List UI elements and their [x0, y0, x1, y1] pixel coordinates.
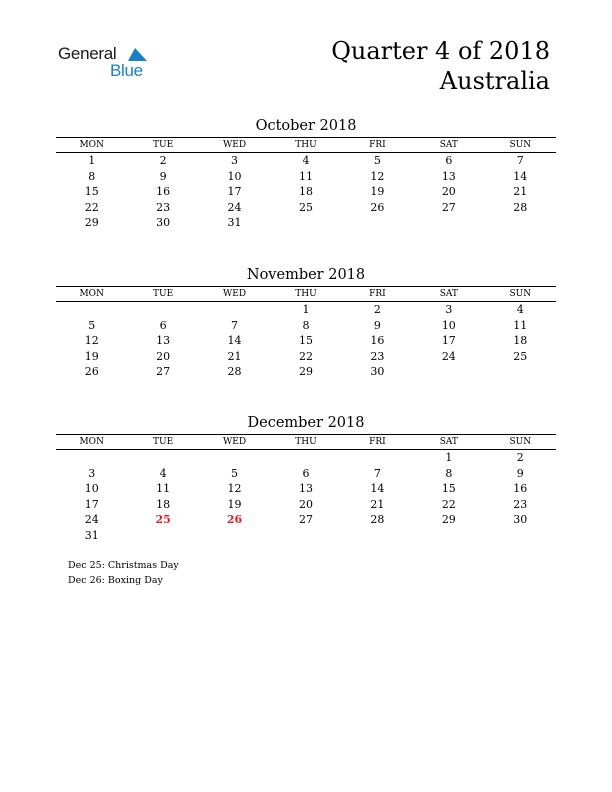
day-cell: 10 — [227, 169, 242, 183]
month-grid — [56, 435, 556, 543]
day-cell: 15 — [84, 185, 99, 198]
day-cell: 17 — [441, 334, 456, 347]
day-cell: 8 — [445, 466, 453, 480]
day-cell: 24 — [441, 349, 456, 363]
day-cell: 19 — [370, 185, 385, 198]
day-cell — [199, 528, 270, 544]
day-cell: 18 — [513, 334, 528, 347]
week-row — [56, 512, 556, 528]
day-cell: 1 — [445, 451, 453, 464]
day-cell: 27 — [156, 365, 171, 378]
week-row — [56, 349, 556, 365]
weekday-header: FRI — [342, 435, 413, 450]
day-cell: 2 — [373, 303, 381, 316]
day-cell: 14 — [370, 482, 385, 495]
holiday-day-cell: 26 — [226, 513, 243, 526]
month-calendar — [56, 413, 556, 543]
day-cell: 26 — [370, 200, 385, 214]
day-cell: 4 — [516, 303, 524, 316]
day-cell: 2 — [516, 451, 524, 464]
day-cell: 18 — [156, 497, 171, 511]
day-cell: 8 — [88, 169, 96, 183]
weekday-header: FRI — [342, 138, 413, 153]
day-cell: 29 — [298, 365, 313, 378]
day-cell: 11 — [298, 169, 313, 183]
day-cell: 30 — [513, 513, 528, 526]
day-cell: 5 — [231, 466, 239, 480]
week-row — [56, 200, 556, 216]
weekday-header: WED — [199, 138, 270, 153]
day-cell — [485, 528, 556, 544]
weekday-header: THU — [270, 287, 341, 302]
day-cell: 3 — [88, 466, 96, 480]
weekday-header: MON — [56, 435, 127, 450]
week-row — [56, 466, 556, 482]
weekday-header: THU — [270, 435, 341, 450]
weekday-header: SUN — [485, 435, 556, 450]
week-row — [56, 481, 556, 497]
logo-triangle-icon — [128, 47, 148, 63]
week-row — [56, 318, 556, 334]
day-cell: 12 — [370, 169, 385, 183]
weekday-header: SAT — [413, 138, 484, 153]
day-cell: 11 — [156, 482, 171, 495]
day-cell — [270, 215, 341, 231]
day-cell: 14 — [513, 169, 528, 183]
day-cell: 7 — [516, 154, 524, 167]
day-cell: 21 — [513, 185, 528, 198]
day-cell: 22 — [84, 200, 99, 214]
page-title — [331, 36, 550, 96]
day-cell — [199, 450, 270, 466]
day-cell: 18 — [298, 185, 313, 198]
holiday-note: Dec 26: Boxing Day — [68, 574, 163, 586]
day-cell: 23 — [513, 497, 528, 511]
week-row — [56, 153, 556, 169]
day-cell: 13 — [441, 169, 456, 183]
day-cell — [56, 302, 127, 318]
week-row — [56, 528, 556, 544]
logo-word-blue: Blue — [110, 61, 143, 80]
day-cell: 28 — [370, 513, 385, 526]
day-cell: 24 — [227, 200, 242, 214]
day-cell: 19 — [84, 349, 99, 363]
weekday-header: WED — [199, 287, 270, 302]
day-cell: 23 — [370, 349, 385, 363]
day-cell: 3 — [445, 303, 453, 316]
day-cell: 20 — [156, 349, 171, 363]
day-cell — [127, 450, 198, 466]
day-cell — [413, 364, 484, 380]
logo-word-general: General — [58, 44, 117, 63]
week-row — [56, 450, 556, 466]
weekday-header: MON — [56, 287, 127, 302]
day-cell: 9 — [373, 318, 381, 332]
day-cell: 26 — [84, 365, 99, 378]
weekday-header: SUN — [485, 138, 556, 153]
holiday-note: Dec 25: Christmas Day — [68, 560, 179, 571]
day-cell — [342, 215, 413, 231]
weekday-header: TUE — [127, 138, 198, 153]
day-cell: 10 — [84, 482, 99, 495]
day-cell: 11 — [513, 318, 528, 332]
day-cell: 1 — [302, 303, 310, 316]
weekday-header: SUN — [485, 287, 556, 302]
day-cell: 16 — [156, 185, 171, 198]
day-cell: 2 — [159, 154, 167, 167]
weekday-header: WED — [199, 435, 270, 450]
day-cell — [342, 450, 413, 466]
week-row — [56, 333, 556, 349]
month-grid — [56, 138, 556, 231]
day-cell: 28 — [227, 365, 242, 378]
day-cell: 23 — [156, 200, 171, 214]
day-cell — [127, 302, 198, 318]
day-cell: 19 — [227, 497, 242, 511]
month-title: October 2018 — [255, 118, 357, 134]
weekday-header: MON — [56, 138, 127, 153]
generalblue-logo — [58, 44, 158, 84]
day-cell — [413, 215, 484, 231]
day-cell: 6 — [445, 154, 453, 167]
day-cell — [342, 528, 413, 544]
day-cell: 28 — [513, 200, 528, 214]
day-cell: 20 — [441, 185, 456, 198]
day-cell: 16 — [370, 334, 385, 347]
day-cell — [199, 302, 270, 318]
week-row — [56, 497, 556, 513]
day-cell: 7 — [231, 318, 239, 332]
day-cell: 25 — [298, 200, 313, 214]
day-cell: 1 — [88, 154, 96, 167]
day-cell: 29 — [84, 216, 99, 229]
weekday-header: SAT — [413, 435, 484, 450]
day-cell: 5 — [373, 154, 381, 167]
holiday-day-cell: 25 — [155, 513, 171, 526]
day-cell: 15 — [441, 482, 456, 495]
day-cell — [270, 528, 341, 544]
weekday-header: SAT — [413, 287, 484, 302]
day-cell: 9 — [516, 466, 524, 480]
day-cell: 21 — [370, 497, 385, 511]
week-row — [56, 184, 556, 200]
day-cell: 25 — [513, 349, 528, 363]
weekday-header: TUE — [127, 287, 198, 302]
day-cell: 17 — [227, 185, 242, 198]
day-cell: 12 — [84, 334, 99, 347]
day-cell: 14 — [227, 334, 242, 347]
day-cell: 7 — [373, 466, 381, 480]
weekday-header: FRI — [342, 287, 413, 302]
day-cell: 5 — [88, 318, 96, 332]
day-cell: 30 — [370, 365, 385, 378]
holiday-notes — [68, 559, 179, 588]
quarter-title: Quarter 4 of 2018 — [331, 37, 550, 65]
day-cell: 21 — [227, 349, 242, 363]
day-cell: 27 — [441, 200, 456, 214]
day-cell: 30 — [156, 216, 171, 229]
day-cell: 17 — [84, 497, 99, 511]
day-cell: 27 — [298, 513, 313, 526]
day-cell: 8 — [302, 318, 310, 332]
day-cell — [485, 364, 556, 380]
day-cell: 31 — [84, 528, 99, 542]
month-title: December 2018 — [247, 415, 365, 431]
week-row — [56, 302, 556, 318]
day-cell — [127, 528, 198, 544]
day-cell: 9 — [159, 169, 167, 183]
day-cell: 10 — [441, 318, 456, 332]
week-row — [56, 169, 556, 185]
month-calendar — [56, 116, 556, 231]
week-row — [56, 215, 556, 231]
weekday-header: TUE — [127, 435, 198, 450]
day-cell: 22 — [441, 497, 456, 511]
day-cell: 13 — [156, 334, 171, 347]
weekday-header: THU — [270, 138, 341, 153]
day-cell: 12 — [227, 482, 242, 495]
day-cell: 15 — [298, 334, 313, 347]
day-cell — [485, 215, 556, 231]
day-cell: 31 — [227, 216, 242, 229]
day-cell — [56, 450, 127, 466]
day-cell — [270, 450, 341, 466]
day-cell: 22 — [298, 349, 313, 363]
day-cell: 16 — [513, 482, 528, 495]
country-title: Australia — [439, 67, 550, 95]
day-cell: 4 — [302, 154, 310, 167]
day-cell: 29 — [441, 513, 456, 526]
day-cell — [413, 528, 484, 544]
month-title: November 2018 — [246, 267, 366, 283]
month-grid — [56, 287, 556, 380]
day-cell: 3 — [231, 154, 239, 167]
day-cell: 24 — [84, 513, 99, 526]
day-cell: 20 — [298, 497, 313, 511]
day-cell: 6 — [159, 318, 167, 332]
day-cell: 4 — [159, 466, 167, 480]
month-calendar — [56, 265, 556, 380]
day-cell: 6 — [302, 466, 310, 480]
day-cell: 13 — [298, 482, 313, 495]
week-row — [56, 364, 556, 380]
